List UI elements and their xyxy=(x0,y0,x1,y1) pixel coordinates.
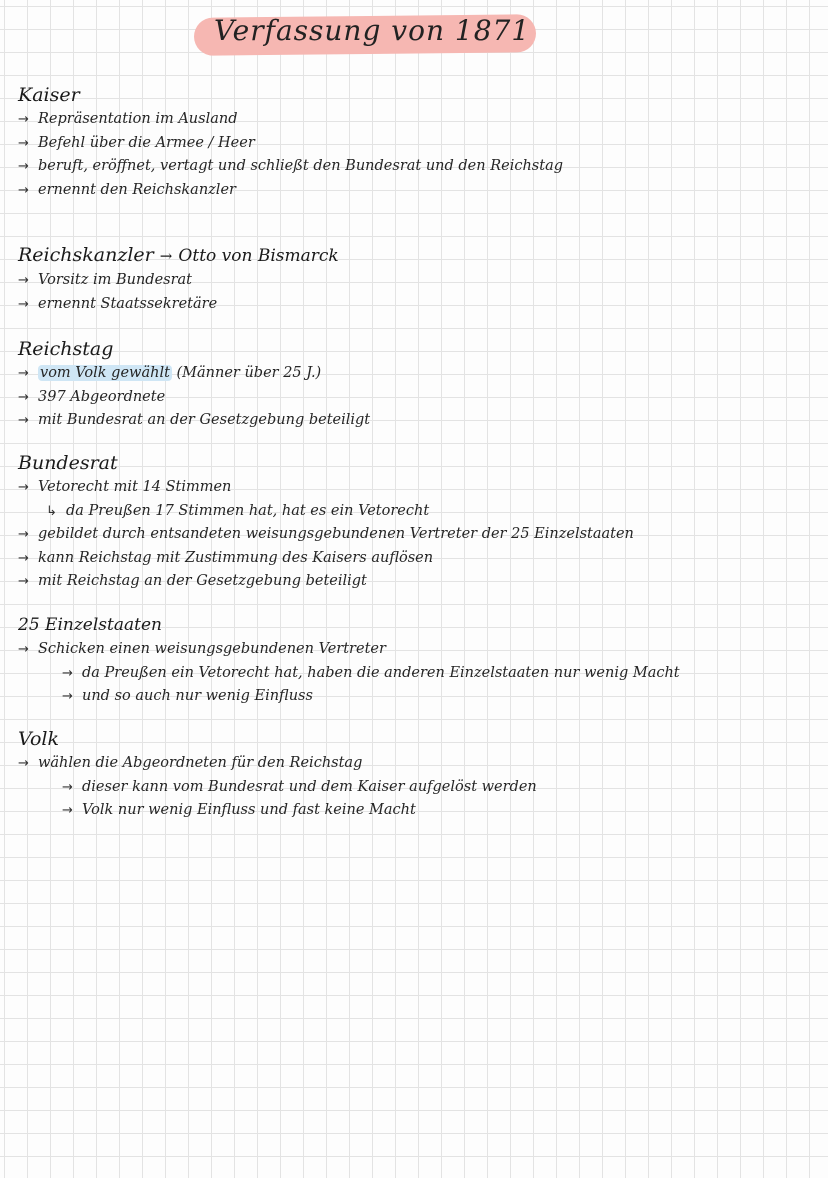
section-heading: Reichstag xyxy=(18,338,114,360)
arrow-icon: → xyxy=(18,574,29,589)
list-item: → beruft, eröffnet, vertagt und schließt den Bundesrat und den Reichstag xyxy=(18,155,798,179)
list-item: → Schicken einen weisungsgebundenen Vertreter xyxy=(18,638,798,662)
arrow-icon: → xyxy=(159,247,173,265)
arrow-icon: → xyxy=(62,803,73,818)
arrow-icon: → xyxy=(62,665,73,681)
sub-list-item: → Volk nur wenig Einfluss und fast keine Macht xyxy=(18,799,798,823)
arrow-icon: → xyxy=(62,689,73,704)
list-item: → 397 Abgeordnete xyxy=(18,386,798,410)
arrow-icon: → xyxy=(18,642,29,657)
list-item: → Vetorecht mit 14 Stimmen xyxy=(18,476,798,500)
section-heading: 25 Einzelstaaten xyxy=(18,615,162,635)
sub-list-item: → und so auch nur wenig Einfluss xyxy=(18,685,798,709)
section-kaiser xyxy=(18,82,798,202)
section-volk xyxy=(18,726,798,823)
arrow-icon: → xyxy=(18,389,29,405)
arrow-icon: → xyxy=(18,182,29,198)
highlighted-text: vom Volk gewählt xyxy=(40,365,170,381)
page-title: Verfassung von 1871 xyxy=(214,14,531,47)
arrow-icon: → xyxy=(18,273,29,288)
list-item: → kann Reichstag mit Zustimmung des Kaisers auflösen xyxy=(18,547,798,571)
section-einzelstaaten xyxy=(18,612,798,709)
list-item: → Repräsentation im Ausland xyxy=(18,108,798,132)
arrow-icon: → xyxy=(18,296,29,312)
list-item: → wählen die Abgeordneten für den Reichstag xyxy=(18,752,798,776)
sub-list-item: → dieser kann vom Bundesrat und dem Kaiser aufgelöst werden xyxy=(18,776,798,800)
section-bundesrat xyxy=(18,450,798,594)
list-item: → ernennt Staatssekretäre xyxy=(18,293,798,317)
arrow-icon: → xyxy=(18,159,29,174)
list-item: → ernennt den Reichskanzler xyxy=(18,179,798,203)
section-heading: Kaiser xyxy=(18,84,80,106)
arrow-icon: → xyxy=(18,527,29,542)
list-item: → mit Bundesrat an der Gesetzgebung beteiligt xyxy=(18,409,798,433)
arrow-icon: → xyxy=(18,112,29,127)
list-item: → mit Reichstag an der Gesetzgebung beteiligt xyxy=(18,570,798,594)
arrow-icon: → xyxy=(18,550,29,566)
section-reichskanzler xyxy=(18,242,798,316)
list-item: → Befehl über die Armee / Heer xyxy=(18,132,798,156)
arrow-icon: → xyxy=(18,480,29,495)
arrow-icon: → xyxy=(18,413,29,428)
list-item: → vom Volk gewählt (Männer über 25 J.) xyxy=(18,362,798,386)
arrow-icon: → xyxy=(62,779,73,795)
section-heading: Reichskanzler → Otto von Bismarck xyxy=(18,244,339,266)
sub-arrow-icon: ↳ xyxy=(46,503,57,519)
sub-list-item: → da Preußen ein Vetorecht hat, haben die anderen Einzelstaaten nur wenig Macht xyxy=(18,662,798,686)
arrow-icon: → xyxy=(18,135,29,151)
section-heading: Bundesrat xyxy=(18,452,118,474)
section-reichstag xyxy=(18,336,798,433)
list-item: → Vorsitz im Bundesrat xyxy=(18,269,798,293)
arrow-icon: → xyxy=(18,366,29,381)
sub-list-item: ↳ da Preußen 17 Stimmen hat, hat es ein Vetorecht xyxy=(18,500,798,524)
section-heading: Volk xyxy=(18,728,60,750)
list-item: → gebildet durch entsandeten weisungsgebundenen Vertreter der 25 Einzelstaaten xyxy=(18,523,798,547)
arrow-icon: → xyxy=(18,756,29,771)
